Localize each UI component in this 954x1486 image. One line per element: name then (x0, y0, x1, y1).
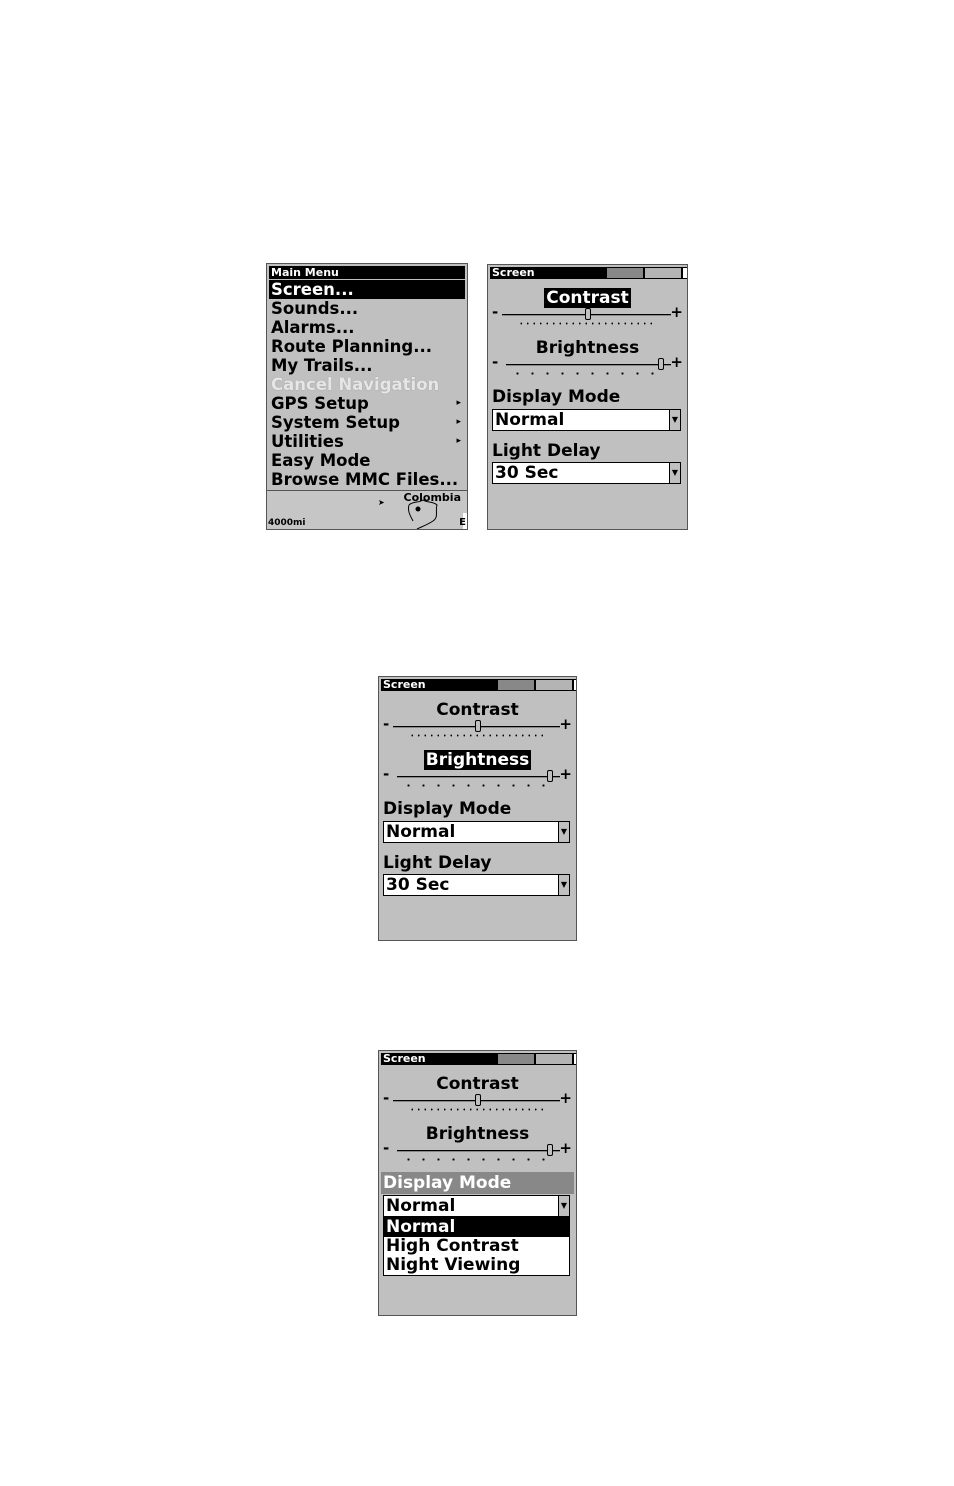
minus-icon: - (383, 765, 390, 783)
brightness-ticks (401, 1158, 552, 1161)
display-mode-label: Display Mode (383, 799, 512, 819)
brightness-slider-thumb[interactable] (547, 770, 553, 782)
brightness-label-row (379, 750, 576, 770)
minus-icon: - (383, 715, 390, 733)
menu-item-system-setup[interactable] (269, 413, 465, 432)
display-mode-value: Normal (386, 822, 456, 842)
color-swatch-white (573, 679, 577, 691)
plus-icon: + (559, 765, 572, 783)
display-mode-options-list (383, 1217, 570, 1276)
contrast-slider-thumb[interactable] (475, 1094, 481, 1106)
contrast-ticks (409, 734, 546, 737)
color-swatch-dark-gray (497, 679, 535, 691)
contrast-slider[interactable] (383, 1089, 572, 1107)
light-delay-dropdown[interactable] (383, 874, 570, 896)
contrast-ticks (518, 322, 657, 325)
light-delay-dropdown[interactable] (492, 462, 681, 484)
slider-track (397, 1150, 560, 1152)
menu-item-sounds[interactable]: Sounds... (271, 299, 359, 318)
slider-track (397, 776, 560, 778)
light-delay-label: Light Delay (383, 853, 492, 873)
plus-icon: + (670, 303, 683, 321)
screen-panel-contrast (487, 264, 688, 530)
contrast-slider[interactable] (492, 303, 683, 321)
screen-panel-brightness (378, 676, 577, 941)
minus-icon: - (492, 303, 499, 321)
brightness-label-row (379, 1124, 576, 1144)
display-mode-value: Normal (386, 1196, 456, 1216)
display-mode-label: Display Mode (381, 1172, 574, 1194)
contrast-label-row (379, 1074, 576, 1094)
menu-item-label: System Setup (271, 413, 400, 432)
screen-panel-display-mode (378, 1050, 577, 1316)
screen-panel-title: Screen (381, 679, 451, 691)
plus-icon: + (559, 1089, 572, 1107)
brightness-label: Brightness (425, 1124, 530, 1144)
dropdown-arrow-icon[interactable]: ▼ (558, 874, 570, 896)
color-swatch-white (573, 1053, 577, 1065)
menu-item-screen[interactable]: Screen... (269, 280, 465, 299)
display-mode-dropdown[interactable] (492, 409, 681, 431)
submenu-arrow-icon: ▸ (456, 436, 461, 446)
option-night-viewing[interactable]: Night Viewing (386, 1255, 521, 1275)
display-mode-dropdown[interactable] (383, 1195, 570, 1217)
dropdown-arrow-icon[interactable]: ▼ (558, 1195, 570, 1217)
minus-icon: - (383, 1139, 390, 1157)
brightness-label: Brightness (425, 750, 530, 770)
screen-panel-title: Screen (490, 267, 560, 279)
menu-item-label: Utilities (271, 432, 344, 451)
contrast-label: Contrast (436, 1074, 519, 1094)
contrast-label: Contrast (436, 700, 519, 720)
pointer-icon: ➤ (378, 498, 385, 507)
dropdown-arrow-icon[interactable]: ▼ (669, 409, 681, 431)
map-scale-label: 4000mi (268, 518, 306, 528)
map-place-label: Colombia (403, 491, 461, 504)
plus-icon: + (559, 715, 572, 733)
color-swatch-dark-gray (497, 1053, 535, 1065)
brightness-slider[interactable] (383, 1139, 572, 1157)
plus-icon: + (559, 1139, 572, 1157)
display-mode-label: Display Mode (492, 387, 621, 407)
brightness-ticks (401, 784, 552, 787)
brightness-slider-thumb[interactable] (658, 358, 664, 370)
color-swatch-light-gray (535, 1053, 573, 1065)
submenu-arrow-icon: ▸ (456, 398, 461, 408)
minus-icon: - (383, 1089, 390, 1107)
menu-item-route-planning[interactable]: Route Planning... (271, 337, 433, 356)
option-high-contrast[interactable]: High Contrast (386, 1236, 519, 1256)
contrast-label-row (379, 700, 576, 720)
color-swatch-black (451, 1053, 497, 1065)
main-menu-title: Main Menu (269, 266, 465, 279)
contrast-label: Contrast (546, 288, 629, 308)
color-swatch-black (451, 679, 497, 691)
brightness-label-row (488, 338, 687, 358)
contrast-label-row (488, 288, 687, 308)
color-swatch-black (560, 267, 606, 279)
slider-track (506, 364, 671, 366)
map-preview (267, 490, 467, 529)
menu-item-easy-mode[interactable]: Easy Mode (271, 451, 371, 470)
display-mode-value: Normal (495, 410, 565, 430)
brightness-slider[interactable] (492, 353, 683, 371)
dropdown-arrow-icon[interactable]: ▼ (669, 462, 681, 484)
menu-item-my-trails[interactable]: My Trails... (271, 356, 373, 375)
main-menu-panel (266, 263, 468, 530)
brightness-slider-thumb[interactable] (547, 1144, 553, 1156)
menu-item-cancel-navigation: Cancel Navigation (271, 375, 440, 394)
dropdown-arrow-icon[interactable]: ▼ (558, 821, 570, 843)
light-delay-value: 30 Sec (495, 463, 559, 483)
plus-icon: + (670, 353, 683, 371)
map-edge-label: E (459, 517, 466, 528)
brightness-slider[interactable] (383, 765, 572, 783)
contrast-slider-thumb[interactable] (585, 308, 591, 320)
contrast-ticks (409, 1108, 546, 1111)
brightness-ticks (510, 372, 663, 375)
submenu-arrow-icon: ▸ (456, 417, 461, 427)
color-swatch-white (682, 267, 688, 279)
screen-panel-title: Screen (381, 1053, 451, 1065)
color-swatch-light-gray (644, 267, 682, 279)
menu-item-gps-setup[interactable] (269, 394, 465, 413)
menu-item-label: GPS Setup (271, 394, 369, 413)
menu-item-alarms[interactable]: Alarms... (271, 318, 355, 337)
light-delay-value: 30 Sec (386, 875, 450, 895)
display-mode-dropdown[interactable] (383, 821, 570, 843)
contrast-slider[interactable] (383, 715, 572, 733)
brightness-label: Brightness (535, 338, 640, 358)
color-swatch-dark-gray (606, 267, 644, 279)
minus-icon: - (492, 353, 499, 371)
menu-item-utilities[interactable] (269, 432, 465, 451)
option-normal[interactable]: Normal (384, 1218, 569, 1237)
contrast-slider-thumb[interactable] (475, 720, 481, 732)
color-swatch-light-gray (535, 679, 573, 691)
menu-item-browse-mmc-files[interactable]: Browse MMC Files... (271, 470, 459, 489)
light-delay-label: Light Delay (492, 441, 601, 461)
